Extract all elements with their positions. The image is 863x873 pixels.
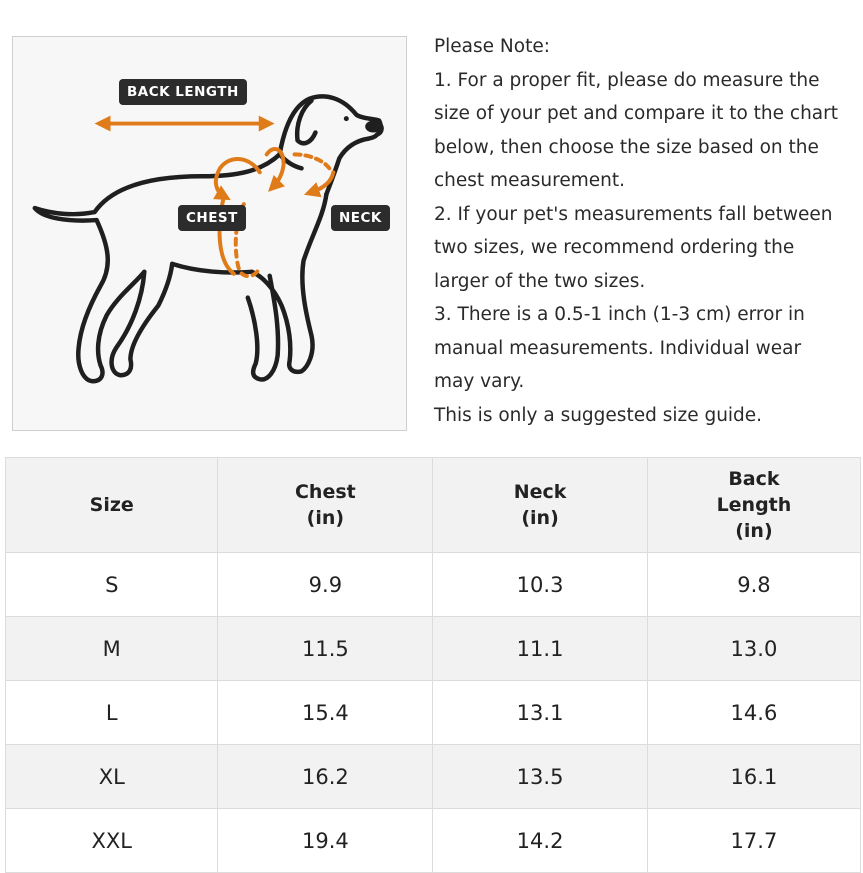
note-line: may vary. bbox=[434, 371, 525, 392]
notes-heading: Please Note: bbox=[434, 36, 550, 57]
note-line: larger of the two sizes. bbox=[434, 270, 646, 292]
header-text: Size bbox=[89, 494, 134, 516]
header-text: Length bbox=[716, 494, 792, 516]
header-text: Chest bbox=[294, 481, 356, 503]
header-chest bbox=[218, 458, 433, 553]
cell-size: S bbox=[6, 553, 218, 617]
cell-chest: 9.9 bbox=[218, 553, 433, 617]
table-row bbox=[6, 553, 861, 617]
back-length-label: BACK LENGTH bbox=[119, 79, 247, 105]
cell-back-length: 13.0 bbox=[647, 617, 860, 681]
cell-size: XL bbox=[6, 745, 218, 809]
table-row bbox=[6, 617, 861, 681]
neck-label: NECK bbox=[331, 205, 390, 231]
cell-neck: 13.5 bbox=[433, 745, 648, 809]
cell-back-length: 17.7 bbox=[647, 809, 860, 873]
note-line: below, then choose the size based on the bbox=[434, 136, 819, 158]
cell-chest: 15.4 bbox=[218, 681, 433, 745]
header-size bbox=[6, 458, 218, 553]
cell-neck: 13.1 bbox=[433, 681, 648, 745]
cell-back-length: 16.1 bbox=[647, 745, 860, 809]
note-line: size of your pet and compare it to the chart bbox=[434, 103, 839, 124]
note-line: This is only a suggested size guide. bbox=[434, 404, 763, 426]
cell-size: L bbox=[6, 681, 218, 745]
cell-chest: 19.4 bbox=[218, 809, 433, 873]
chest-label: CHEST bbox=[178, 205, 246, 231]
header-text: Back bbox=[728, 468, 780, 490]
note-line: two sizes, we recommend ordering the bbox=[434, 237, 795, 258]
note-line: 3. There is a 0.5-1 inch (1-3 cm) error in bbox=[434, 304, 805, 325]
cell-neck: 10.3 bbox=[433, 553, 648, 617]
header-text: Neck bbox=[513, 481, 567, 503]
cell-size: XXL bbox=[6, 809, 218, 873]
table-row bbox=[6, 681, 861, 745]
size-chart-table bbox=[5, 457, 861, 873]
cell-back-length: 14.6 bbox=[647, 681, 860, 745]
cell-neck: 11.1 bbox=[433, 617, 648, 681]
header-unit: (in) bbox=[306, 507, 345, 529]
cell-chest: 16.2 bbox=[218, 745, 433, 809]
table-row bbox=[6, 745, 861, 809]
header-neck bbox=[433, 458, 648, 553]
note-line: 2. If your pet's measurements fall between bbox=[434, 203, 833, 225]
note-line: 1. For a proper fit, please do measure the bbox=[434, 69, 820, 91]
cell-neck: 14.2 bbox=[433, 809, 648, 873]
table-header-row bbox=[6, 458, 861, 553]
size-guide-illustration bbox=[12, 36, 407, 431]
header-unit: (in) bbox=[735, 520, 773, 542]
note-line: chest measurement. bbox=[434, 170, 625, 191]
header-back-length bbox=[647, 458, 860, 553]
cell-chest: 11.5 bbox=[218, 617, 433, 681]
size-notes bbox=[434, 30, 862, 432]
table-row bbox=[6, 809, 861, 873]
cell-size: M bbox=[6, 617, 218, 681]
note-line: manual measurements. Individual wear bbox=[434, 337, 802, 359]
header-unit: (in) bbox=[521, 507, 559, 529]
cell-back-length: 9.8 bbox=[647, 553, 860, 617]
